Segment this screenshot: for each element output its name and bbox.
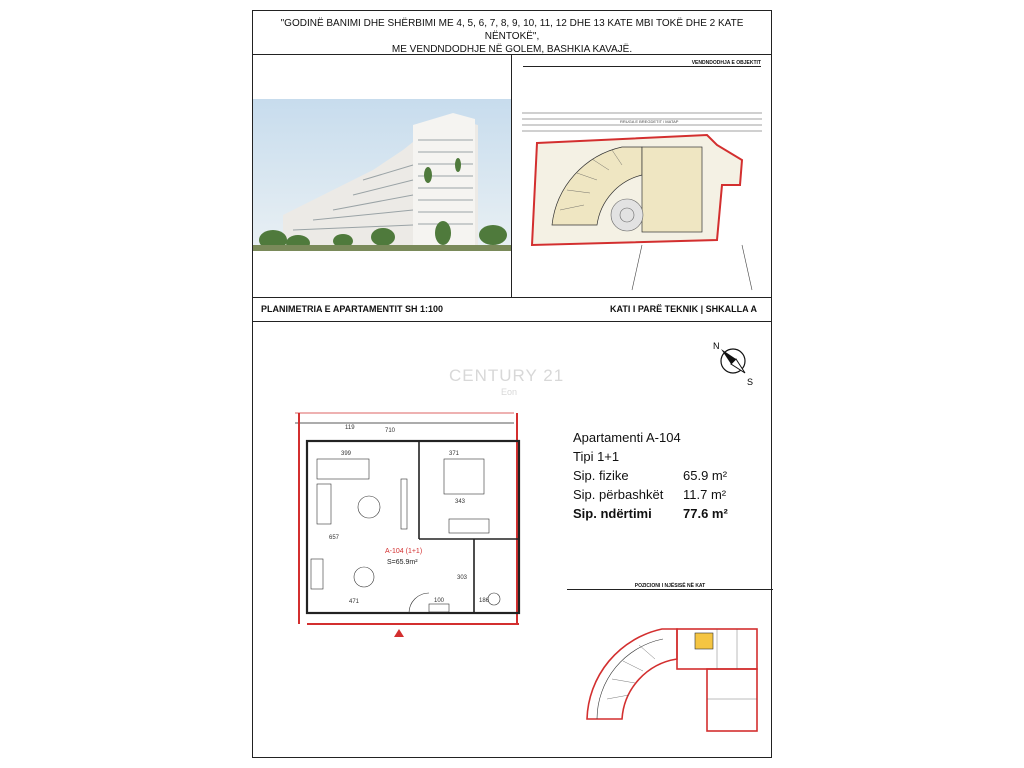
render-illustration [253, 55, 511, 297]
courtyard-circle [611, 199, 643, 231]
site-plan-drawing [512, 55, 773, 297]
century21-watermark-sub: Eon [501, 387, 518, 397]
area-label: Sip. fizike [573, 468, 629, 483]
dim-399: 399 [341, 451, 352, 457]
site-plan-title: VENDNDODHJA E OBJEKTIT [523, 60, 761, 67]
apartment-floor-plan [289, 399, 529, 639]
document-sheet [252, 10, 772, 758]
dim-303: 303 [457, 575, 468, 581]
dim-710: 710 [385, 428, 396, 434]
area-row-construction [573, 505, 758, 524]
building-render-photo [253, 55, 512, 297]
road-label: RRUGA E BREGDETIT / MATAP [620, 119, 679, 124]
century21-watermark: CENTURY 21 [449, 366, 565, 385]
selected-unit-highlight [695, 633, 713, 649]
floor-stair-label: KATI I PARË TEKNIK | SHKALLA A [609, 304, 757, 314]
plan-scale-title: PLANIMETRIA E APARTAMENTIT SH 1:100 [261, 304, 444, 314]
project-title-line1: "GODINË BANIMI DHE SHËRBIMI ME 4, 5, 6, 7, 8, 9, 10, 11, 12 DHE 13 KATE MBI TOKË DHE 2 KATE NËNTOKË", [280, 18, 744, 42]
project-header [253, 11, 771, 55]
apartment-name: Apartamenti A-104 [573, 430, 681, 445]
site-location-plan [512, 55, 773, 297]
dim-119: 119 [345, 425, 355, 431]
compass-north: N [713, 341, 720, 351]
entrance-marker-icon [394, 629, 404, 637]
unit-position-floor-key [567, 599, 773, 749]
dim-186: 186 [479, 598, 490, 604]
plan-title-bar [253, 297, 771, 322]
dim-343: 343 [455, 499, 466, 505]
overview-row [253, 55, 771, 298]
area-value: 77.6 m² [683, 506, 728, 521]
area-row-common [573, 486, 758, 505]
area-row-physical [573, 467, 758, 486]
unit-label: A-104 (1+1) [385, 548, 423, 555]
unit-position-title: POZICIONI I NJËSISË NË KAT [567, 583, 773, 590]
compass-south: S [747, 377, 754, 387]
apartment-info [573, 429, 758, 524]
dim-100: 100 [434, 598, 445, 604]
compass-icon [711, 337, 761, 387]
project-title-line2: ME VENDNDODHJE NË GOLEM, BASHKIA KAVAJË. [391, 44, 633, 55]
building-block-footprint [642, 147, 702, 232]
area-value: 65.9 m² [683, 468, 728, 483]
dim-657: 657 [329, 535, 340, 541]
apartment-type: Tipi 1+1 [573, 449, 620, 464]
area-label: Sip. përbashkët [573, 487, 664, 502]
dim-471: 471 [349, 599, 360, 605]
area-value: 11.7 m² [683, 487, 727, 502]
unit-area: S=65.9m² [387, 559, 418, 566]
dim-371: 371 [449, 451, 460, 457]
area-label: Sip. ndërtimi [573, 506, 652, 521]
